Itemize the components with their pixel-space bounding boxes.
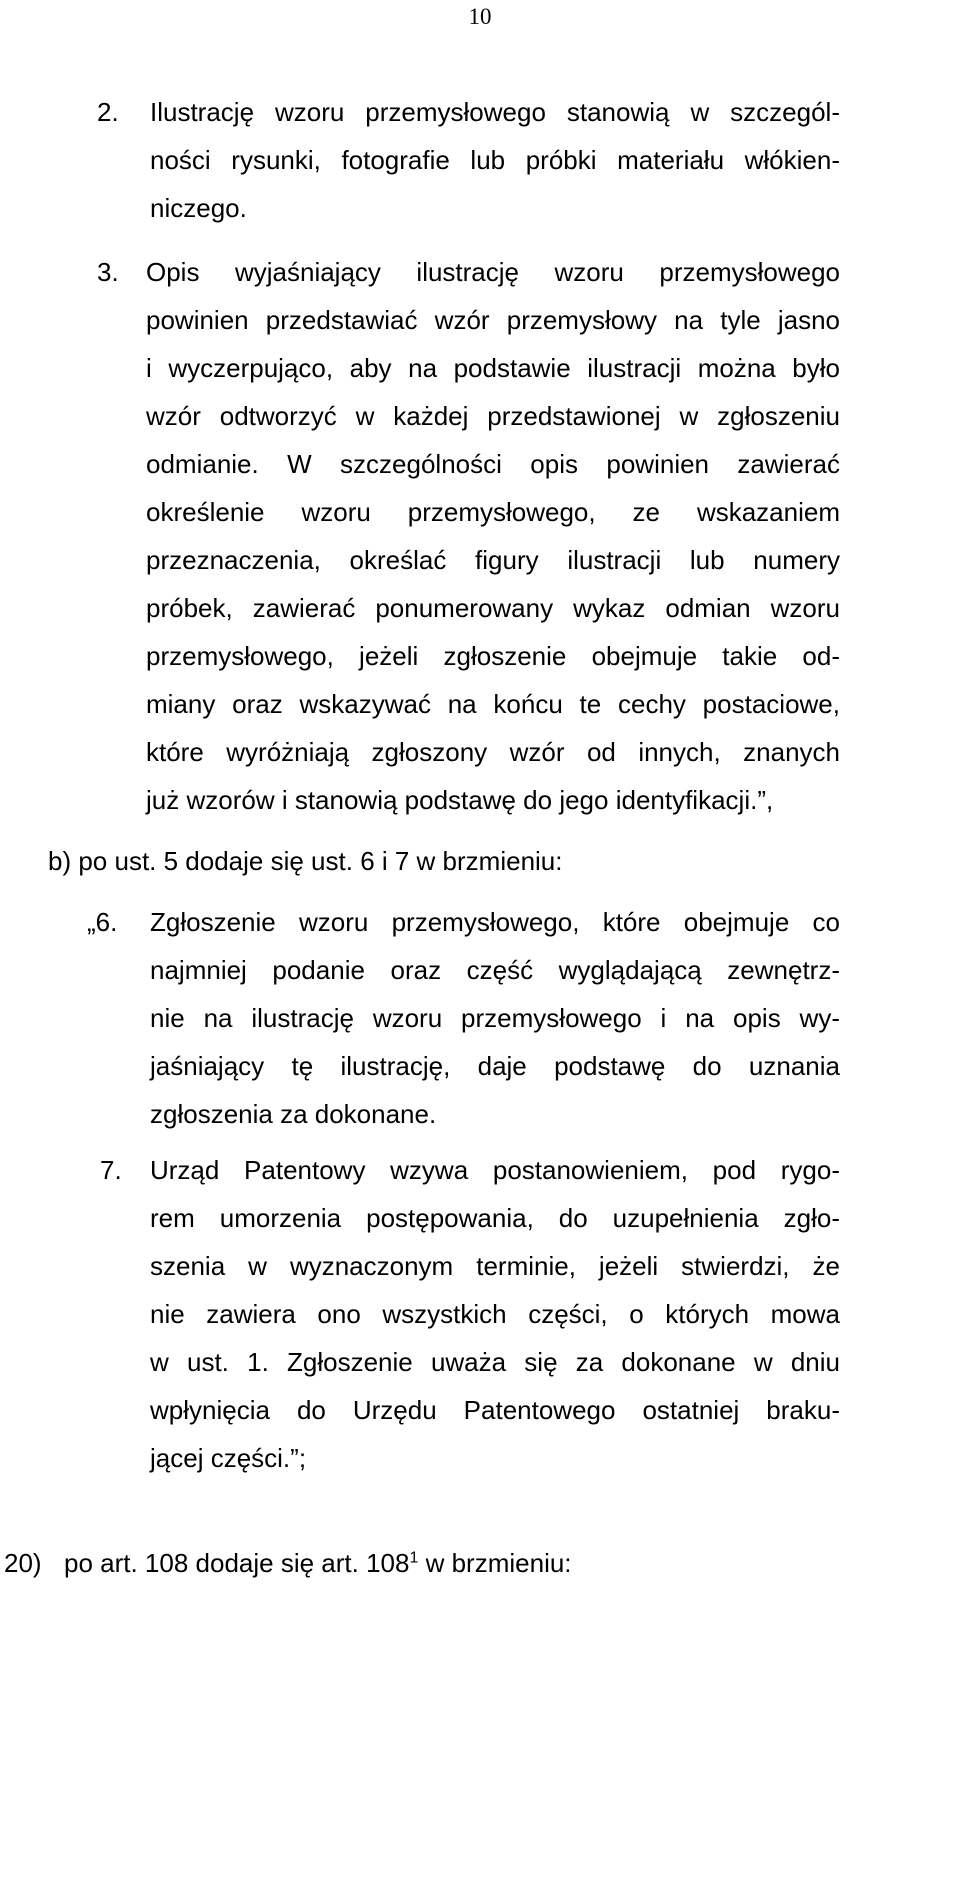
item-7-line: szenia w wyznaczonym terminie, jeżeli stwierdzi, że [150,1251,840,1281]
article-superscript: 1 [409,1549,419,1567]
item-3-line: i wyczerpująco, aby na podstawie ilustracji można było [146,353,840,383]
point-20-text [64,1546,572,1580]
item-6-line: jaśniający tę ilustrację, daje podstawę do uznania [150,1051,840,1081]
page-number: 10 [468,4,492,29]
item-6-line: nie na ilustrację wzoru przemysłowego i na opis wy- [150,1003,840,1033]
item-2-line: Ilustrację wzoru przemysłowego stanowią w szczegól- [150,97,840,127]
item-2-line: ności rysunki, fotografie lub próbki materiału włókien- [150,145,840,175]
item-6-line: Zgłoszenie wzoru przemysłowego, które obejmuje co [150,907,840,937]
item-7-line: w ust. 1. Zgłoszenie uważa się za dokonane w dniu [150,1347,840,1377]
item-3-line: odmianie. W szczególności opis powinien zawierać [146,449,840,479]
item-7-line: wpłynięcia do Urzędu Patentowego ostatniej braku- [150,1395,840,1425]
item-3-line: określenie wzoru przemysłowego, ze wskazaniem [146,497,840,527]
item-3-line: przemysłowego, jeżeli zgłoszenie obejmuje takie od- [146,641,840,671]
item-2-line: niczego. [150,193,247,223]
item-3-line: które wyróżniają zgłoszony wzór od innych, znanych [146,737,840,767]
item-7-line: jącej części.”; [150,1443,307,1473]
item-3-line: wzór odtworzyć w każdej przedstawionej w zgłoszeniu [146,401,840,431]
item-3-line: próbek, zawierać ponumerowany wykaz odmian wzoru [146,593,840,623]
point-20-marker: 20) [4,1548,42,1578]
item-6-line: zgłoszenia za dokonane. [150,1099,437,1129]
item-6-line: najmniej podanie oraz część wyglądającą zewnętrz- [150,955,840,985]
point-b-heading: b) po ust. 5 dodaje się ust. 6 i 7 w brzmieniu: [48,846,563,876]
item-7-marker: 7. [100,1155,122,1185]
item-2-marker: 2. [97,97,119,127]
item-3-line: miany oraz wskazywać na końcu te cechy postaciowe, [146,689,840,719]
item-7-line: Urząd Patentowy wzywa postanowieniem, pod rygo- [150,1155,840,1185]
item-3-line: Opis wyjaśniający ilustrację wzoru przemysłowego [146,257,840,287]
point-20-text-after: w brzmieniu: [418,1548,572,1578]
item-3-line: powinien przedstawiać wzór przemysłowy na tyle jasno [146,305,840,335]
item-3-line: przeznaczenia, określać figury ilustracji lub numery [146,545,840,575]
item-7-line: rem umorzenia postępowania, do uzupełnienia zgło- [150,1203,840,1233]
item-3-line: już wzorów i stanowią podstawę do jego identyfikacji.”, [146,785,774,815]
item-3-marker: 3. [97,257,119,287]
point-20-text-before: po art. 108 dodaje się art. 108 [64,1548,410,1578]
item-6-marker: „6. [87,907,118,937]
item-7-line: nie zawiera ono wszystkich części, o których mowa [150,1299,840,1329]
